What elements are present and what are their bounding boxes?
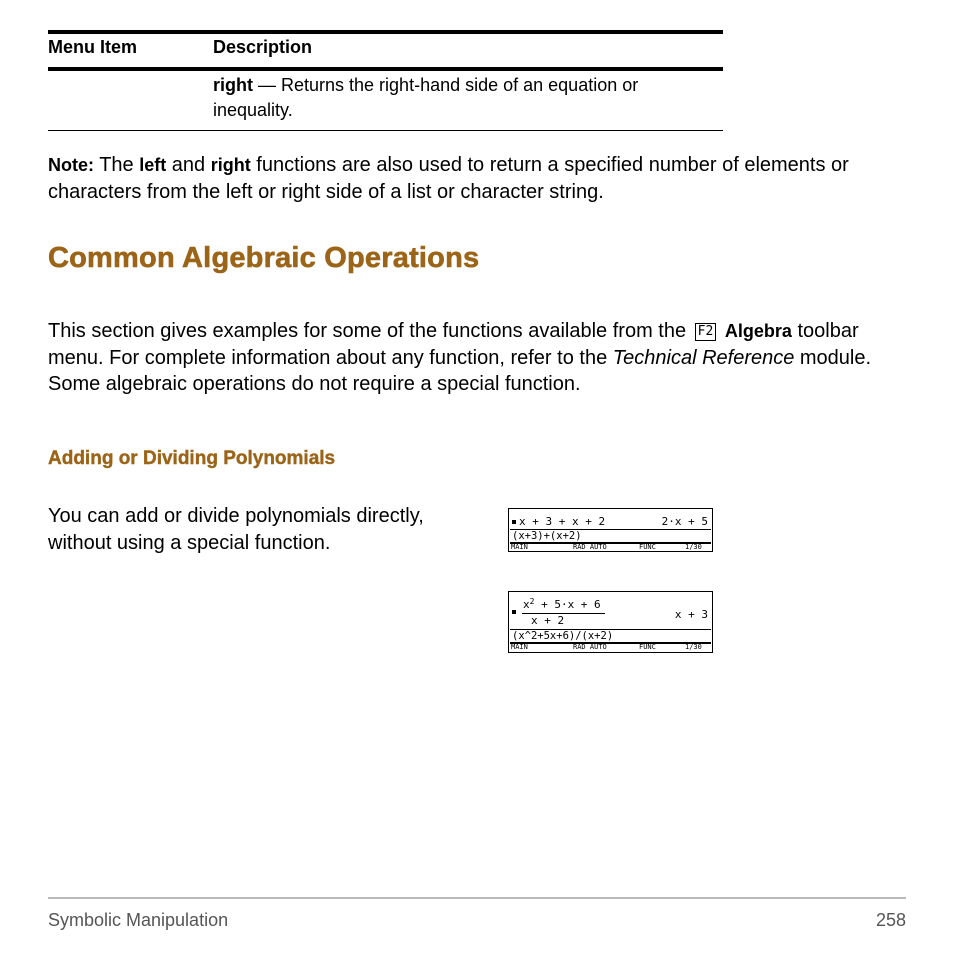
footer-rule	[48, 897, 906, 899]
history-expression: x + 3 + x + 2	[519, 515, 606, 528]
row-keyword: right	[213, 75, 253, 95]
numerator-exponent: 2	[529, 597, 535, 606]
note-text: and	[166, 154, 211, 176]
fraction-denominator: x + 2	[531, 614, 565, 627]
status-count: 1/30	[685, 643, 702, 651]
numerator-rest: + 5·x + 6	[534, 598, 601, 611]
status-angle: RAD AUTO	[573, 643, 607, 651]
note-text: The	[94, 154, 140, 176]
status-count: 1/30	[685, 543, 702, 551]
status-bar	[509, 543, 712, 552]
status-graph: FUNC	[639, 543, 656, 551]
status-angle: RAD AUTO	[573, 543, 607, 551]
calculator-screen-add	[508, 508, 713, 552]
table-row-description	[213, 73, 713, 123]
note-paragraph	[48, 152, 918, 205]
status-mode: MAIN	[511, 543, 528, 551]
note-keyword-left: left	[139, 155, 167, 175]
history-bullet-icon	[512, 520, 516, 524]
table-header-rule	[48, 67, 723, 71]
status-graph: FUNC	[639, 643, 656, 651]
table-top-rule	[48, 30, 723, 34]
status-mode: MAIN	[511, 643, 528, 651]
entry-line: (x+3)+(x+2)	[512, 530, 582, 542]
algebra-menu-label: Algebra	[724, 321, 792, 341]
section-heading: Common Algebraic Operations	[48, 242, 480, 274]
footer-page-number: 258	[875, 910, 906, 930]
intro-text: toolbar menu. For complete information about any function, refer to the	[48, 320, 859, 369]
history-result: 2·x + 5	[661, 515, 708, 528]
subsection-heading: Adding or Dividing Polynomials	[48, 448, 336, 469]
technical-reference-title: Technical Reference	[612, 346, 795, 369]
history-bullet-icon	[512, 610, 516, 614]
footer-chapter-title: Symbolic Manipulation	[48, 910, 229, 930]
body-paragraph: You can add or divide polynomials directly, without using a special function.	[48, 505, 424, 554]
entry-line: (x^2+5x+6)/(x+2)	[512, 630, 614, 642]
history-result: x + 3	[674, 608, 708, 621]
table-header-description: Description	[213, 37, 313, 57]
table-header-menu-item: Menu Item	[48, 37, 138, 57]
intro-text: This section gives examples for some of the functions available from the	[48, 320, 687, 342]
numerator-base: x	[523, 598, 530, 611]
intro-text: module. Some algebraic operations do not require a special function.	[48, 346, 872, 395]
row-text: — Returns the right-hand side of an equation or inequality.	[213, 75, 639, 120]
f2-key-icon: F2	[695, 323, 717, 341]
status-bar	[509, 643, 712, 652]
table-bottom-rule	[48, 130, 723, 131]
fraction-numerator	[523, 599, 601, 611]
note-keyword-right: right	[210, 155, 251, 175]
note-text: functions are also used to return a specified number of elements or characters from the left or right side of a list or character string.	[48, 154, 849, 203]
intro-paragraph	[48, 318, 918, 398]
note-label: Note:	[48, 155, 94, 175]
calculator-screen-divide	[508, 591, 713, 653]
